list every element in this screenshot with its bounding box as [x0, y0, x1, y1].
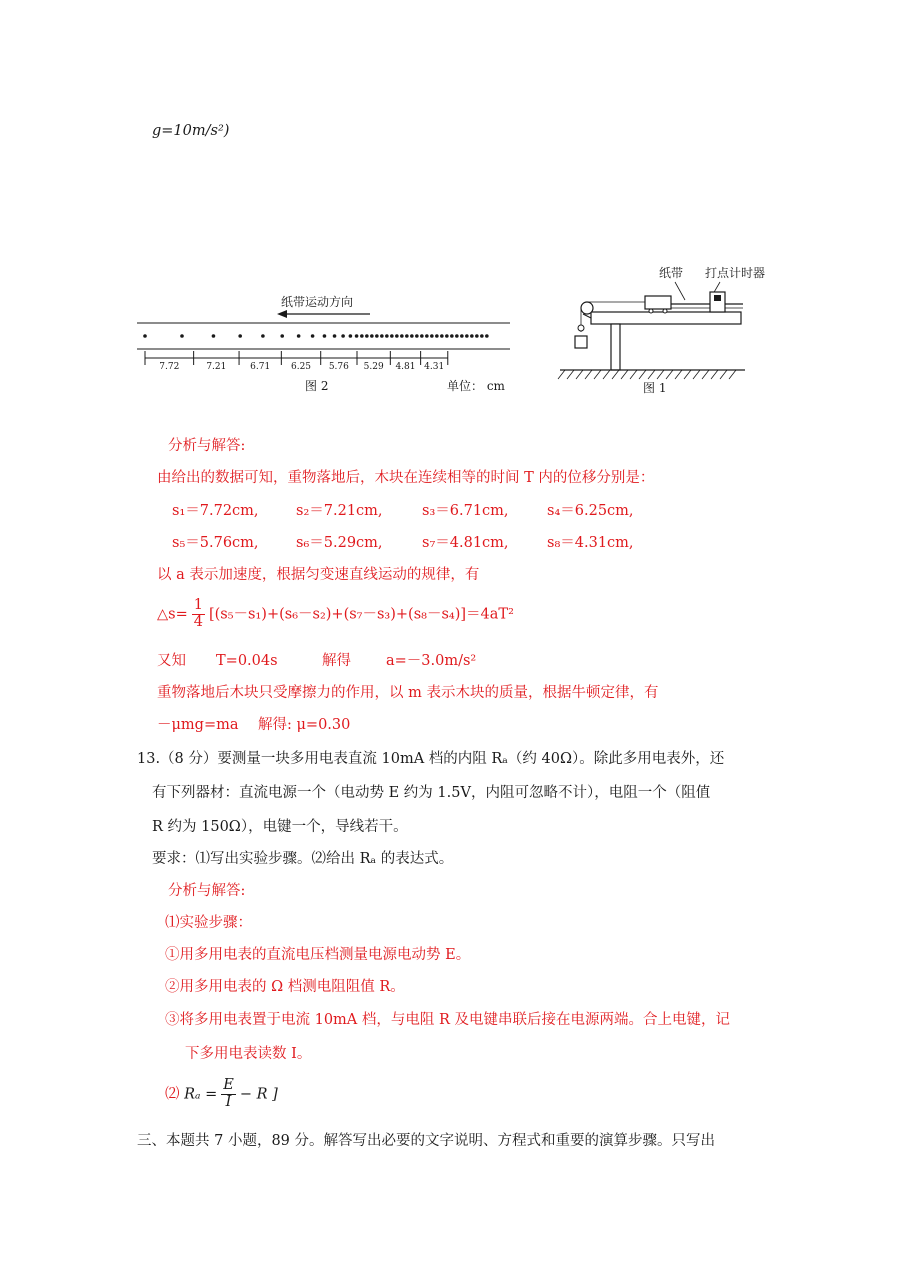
- e-over-i-fraction: [221, 1078, 236, 1111]
- mu-result: 解得: μ=0.30: [258, 717, 351, 733]
- fraction-numerator: 1: [193, 597, 203, 613]
- figure-1-apparatus: [555, 262, 766, 402]
- known-period: T=0.04s: [216, 653, 278, 669]
- ground-hatch: [558, 370, 565, 379]
- ground-hatch: [657, 370, 664, 379]
- fig1-caption: 图 1: [643, 381, 667, 395]
- tape-dot: [349, 334, 353, 338]
- tape-dot: [238, 334, 242, 338]
- ground-hatch: [711, 370, 718, 379]
- steps-title: ⑴实验步骤：: [165, 915, 252, 931]
- quarter-fraction: [192, 598, 205, 631]
- formula-prefix: ⑵: [165, 1086, 180, 1103]
- q13-line-3: R 约为 150Ω），电键一个，导线若干。: [152, 819, 408, 835]
- delta-s-equation: [157, 598, 514, 631]
- tape-dot: [143, 334, 147, 338]
- friction-line: 重物落地后木块只受摩擦力的作用，以 m 表示木块的质量，根据牛顿定律，有: [157, 685, 659, 701]
- tape-dot: [435, 334, 439, 338]
- tape-dot: [405, 334, 409, 338]
- step-2: ②用多用电表的 Ω 档测电阻阻值 R。: [165, 979, 405, 995]
- fraction-denominator: I: [225, 1093, 232, 1110]
- tape-dot: [415, 334, 419, 338]
- segment-label: 5.76: [328, 362, 349, 372]
- fig2-arrow-label: 纸带运动方向: [281, 295, 354, 309]
- analysis-1-intro: 由给出的数据可知，重物落地后，木块在连续相等的时间 T 内的位移分别是：: [157, 470, 655, 486]
- tape-dot: [410, 334, 414, 338]
- q13-line-4: 要求：⑴写出实验步骤。⑵给出 Rₐ 的表达式。: [152, 851, 454, 867]
- tape-dot: [395, 334, 399, 338]
- accel-result: a=－3.0m/s²: [386, 653, 477, 669]
- tape-dot: [465, 334, 469, 338]
- ground-hatch: [603, 370, 610, 379]
- accel-line: 以 a 表示加速度，根据匀变速直线运动的规律，有: [157, 567, 480, 583]
- tape-dot: [212, 334, 216, 338]
- s-value: s₄＝6.25cm,: [547, 503, 634, 519]
- ground-hatch: [621, 370, 628, 379]
- s-value: s₈＝4.31cm,: [547, 535, 634, 551]
- segment-label: 6.25: [290, 362, 312, 372]
- figure-2-tape: [135, 292, 515, 392]
- segment-label: 7.72: [159, 362, 180, 372]
- tape-dot: [180, 334, 184, 338]
- ground-hatch: [702, 370, 709, 379]
- ground-hatch: [729, 370, 736, 379]
- tape-dot: [450, 334, 454, 338]
- s-value: s₇＝4.81cm,: [422, 535, 509, 551]
- fig1-tape-label: 纸带: [659, 266, 684, 280]
- fig1-timer-label: 打点计时器: [705, 266, 766, 280]
- segment-label: 5.29: [363, 362, 384, 372]
- analysis-1-heading: 分析与解答:: [168, 438, 246, 454]
- ra-formula: [165, 1078, 278, 1111]
- step-1: ①用多用电表的直流电压档测量电源电动势 E。: [165, 947, 471, 963]
- tape-dot: [455, 334, 459, 338]
- ground-hatch: [720, 370, 727, 379]
- delta-prefix: △s=: [157, 606, 188, 623]
- fraction-numerator: E: [223, 1077, 234, 1093]
- ground-hatch: [648, 370, 655, 379]
- tape-dot: [365, 334, 369, 338]
- analysis-2-heading: 分析与解答:: [168, 883, 246, 899]
- fraction-denominator: 4: [193, 613, 203, 630]
- s-value: s₆＝5.29cm,: [296, 535, 383, 551]
- segment-label: 7.21: [206, 362, 227, 372]
- segment-label: 6.71: [250, 362, 271, 372]
- section-3-heading: 三、本题共 7 小题，89 分。解答写出必要的文字说明、方程式和重要的演算步骤。只写出: [137, 1133, 715, 1149]
- ground-hatch: [630, 370, 637, 379]
- ground-hatch: [639, 370, 646, 379]
- top-note: g=10m/s²): [152, 123, 230, 139]
- tape-dot: [385, 334, 389, 338]
- tape-dot: [480, 334, 484, 338]
- s-value: s₁＝7.72cm,: [172, 503, 259, 519]
- tape-dot: [323, 334, 327, 338]
- fig2-caption: 图 2: [305, 379, 329, 393]
- tape-dot: [311, 334, 315, 338]
- tape-dot: [297, 334, 301, 338]
- tape-dot: [440, 334, 444, 338]
- known-label: 又知: [157, 653, 186, 669]
- ground-hatch: [567, 370, 574, 379]
- tape-dot: [445, 334, 449, 338]
- tape-dot: [370, 334, 374, 338]
- ground-hatch: [612, 370, 619, 379]
- ground-hatch: [684, 370, 691, 379]
- tape-dot: [360, 334, 364, 338]
- q13-line-2: 有下列器材：直流电源一个（电动势 E 约为 1.5V，内阻可忽略不计），电阻一个（阻值: [152, 785, 711, 801]
- fig2-unit: 单位： cm: [447, 379, 505, 393]
- delta-expr: [(s₅－s₁)+(s₆－s₂)+(s₇－s₃)+(s₈－s₄)]＝4aT²: [208, 606, 514, 623]
- tape-dot: [485, 334, 489, 338]
- tape-dot: [430, 334, 434, 338]
- tape-dot: [420, 334, 424, 338]
- newton-equation: －μmg=ma: [157, 717, 239, 733]
- tape-dot: [333, 334, 337, 338]
- segment-label: 4.31: [424, 362, 445, 372]
- tape-dot: [355, 334, 359, 338]
- ground-hatch: [666, 370, 673, 379]
- s-value: s₂＝7.21cm,: [296, 503, 383, 519]
- ground-hatch: [594, 370, 601, 379]
- tape-dot: [390, 334, 394, 338]
- s-value: s₅＝5.76cm,: [172, 535, 259, 551]
- step-3a: ③将多用电表置于电流 10mA 档，与电阻 R 及电键串联后接在电源两端。合上电键，记: [165, 1012, 731, 1028]
- tape-dot: [475, 334, 479, 338]
- tape-dot: [341, 334, 345, 338]
- segment-label: 4.81: [395, 362, 416, 372]
- solve-label: 解得: [322, 653, 351, 669]
- ground-hatch: [675, 370, 682, 379]
- tape-dot: [261, 334, 265, 338]
- formula-lhs: Rₐ =: [184, 1086, 218, 1103]
- tape-dot: [375, 334, 379, 338]
- tape-dot: [400, 334, 404, 338]
- s-value: s₃＝6.71cm,: [422, 503, 509, 519]
- tape-dot: [470, 334, 474, 338]
- tape-dot: [380, 334, 384, 338]
- ground-hatch: [576, 370, 583, 379]
- tape-dot: [425, 334, 429, 338]
- ground-hatch: [585, 370, 592, 379]
- tape-dot: [280, 334, 284, 338]
- q13-line-1: 13.（8 分）要测量一块多用电表直流 10mA 档的内阻 Rₐ（约 40Ω）。除此多用电表外，还: [137, 751, 725, 767]
- formula-rhs: − R ]: [239, 1086, 278, 1103]
- tape-dot: [460, 334, 464, 338]
- ground-hatch: [693, 370, 700, 379]
- step-3b: 下多用电表读数 I。: [185, 1046, 312, 1062]
